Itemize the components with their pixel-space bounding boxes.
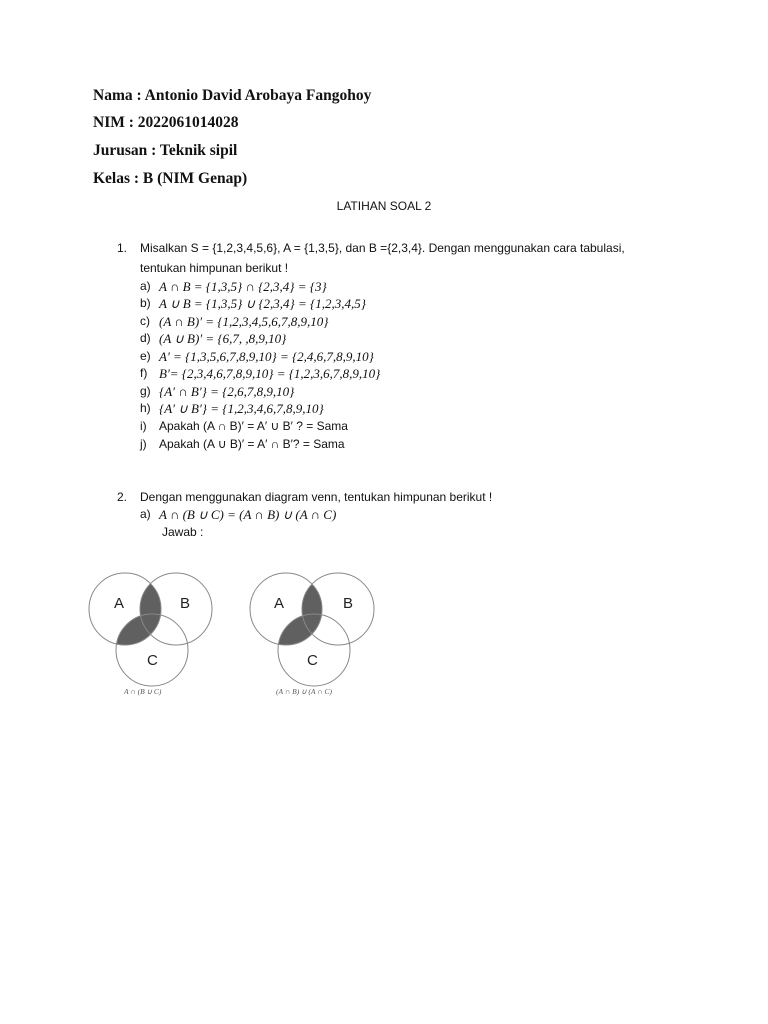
answer-label: f) — [140, 366, 148, 380]
answer-label: a) — [140, 279, 151, 293]
answer-label: e) — [140, 349, 151, 363]
answer-text: A′ = {1,3,5,6,7,8,9,10} = {2,4,6,7,8,9,10} — [159, 349, 374, 364]
venn-1-shaded-region — [116, 573, 212, 686]
student-class: Kelas : B (NIM Genap) — [93, 170, 248, 187]
venn-diagram-2 — [244, 568, 384, 688]
venn-2-label-b: B — [343, 595, 354, 612]
venn-diagram-1 — [85, 568, 225, 688]
venn-2-caption: (A ∩ B) ∪ (A ∩ C) — [276, 687, 333, 696]
answer-text: (A ∩ B)′ = {1,2,3,4,5,6,7,8,9,10} — [159, 314, 329, 329]
question-2-item-text: A ∩ (B ∪ C) = (A ∩ B) ∪ (A ∩ C) — [159, 507, 337, 522]
answer-label: j) — [140, 437, 147, 451]
answer-text: A ∩ B = {1,3,5} ∩ {2,3,4} = {3} — [159, 279, 327, 294]
venn-2-label-a: A — [274, 595, 285, 612]
student-nim: NIM : 2022061014028 — [93, 114, 239, 131]
venn-2-shaded-region — [278, 573, 374, 686]
answer-label: i) — [140, 419, 147, 433]
venn-1-label-a: A — [114, 595, 125, 612]
page-title: LATIHAN SOAL 2 — [336, 199, 432, 213]
answer-label: c) — [140, 314, 150, 328]
answer-text: Apakah (A ∩ B)′ = A′ ∪ B′ ? = Sama — [159, 419, 348, 433]
answer-text: {A′ ∩ B′} = {2,6,7,8,9,10} — [159, 384, 295, 399]
answer-label: d) — [140, 331, 151, 345]
answer-text: Apakah (A ∪ B)′ = A′ ∩ B′? = Sama — [159, 437, 345, 451]
question-1-line-2: tentukan himpunan berikut ! — [140, 261, 289, 275]
question-2-line-1: Dengan menggunakan diagram venn, tentukan himpunan berikut ! — [140, 490, 493, 504]
question-1-line-1: Misalkan S = {1,2,3,4,5,6}, A = {1,3,5}, dan B ={2,3,4}. Dengan menggunakan cara tabulasi, — [140, 241, 625, 255]
student-major: Jurusan : Teknik sipil — [93, 142, 238, 159]
question-1-number: 1. — [117, 241, 128, 255]
venn-2-label-c: C — [307, 652, 318, 669]
venn-1-label-c: C — [147, 652, 158, 669]
answer-text: B′= {2,3,4,6,7,8,9,10} = {1,2,3,6,7,8,9,10} — [159, 366, 381, 381]
answer-label: b) — [140, 296, 151, 310]
jawab-label: Jawab : — [162, 525, 204, 539]
venn-1-caption: A ∩ (B ∪ C) — [124, 687, 162, 696]
question-2-item-label: a) — [140, 507, 151, 521]
answer-text: {A′ ∪ B′} = {1,2,3,4,6,7,8,9,10} — [159, 401, 324, 416]
answer-label: g) — [140, 384, 151, 398]
answer-text: A ∪ B = {1,3,5} ∪ {2,3,4} = {1,2,3,4,5} — [159, 296, 366, 311]
answer-text: (A ∪ B)′ = {6,7, ,8,9,10} — [159, 331, 287, 346]
question-2-number: 2. — [117, 490, 128, 504]
answer-label: h) — [140, 401, 151, 415]
venn-1-label-b: B — [180, 595, 191, 612]
student-name: Nama : Antonio David Arobaya Fangohoy — [93, 87, 372, 104]
